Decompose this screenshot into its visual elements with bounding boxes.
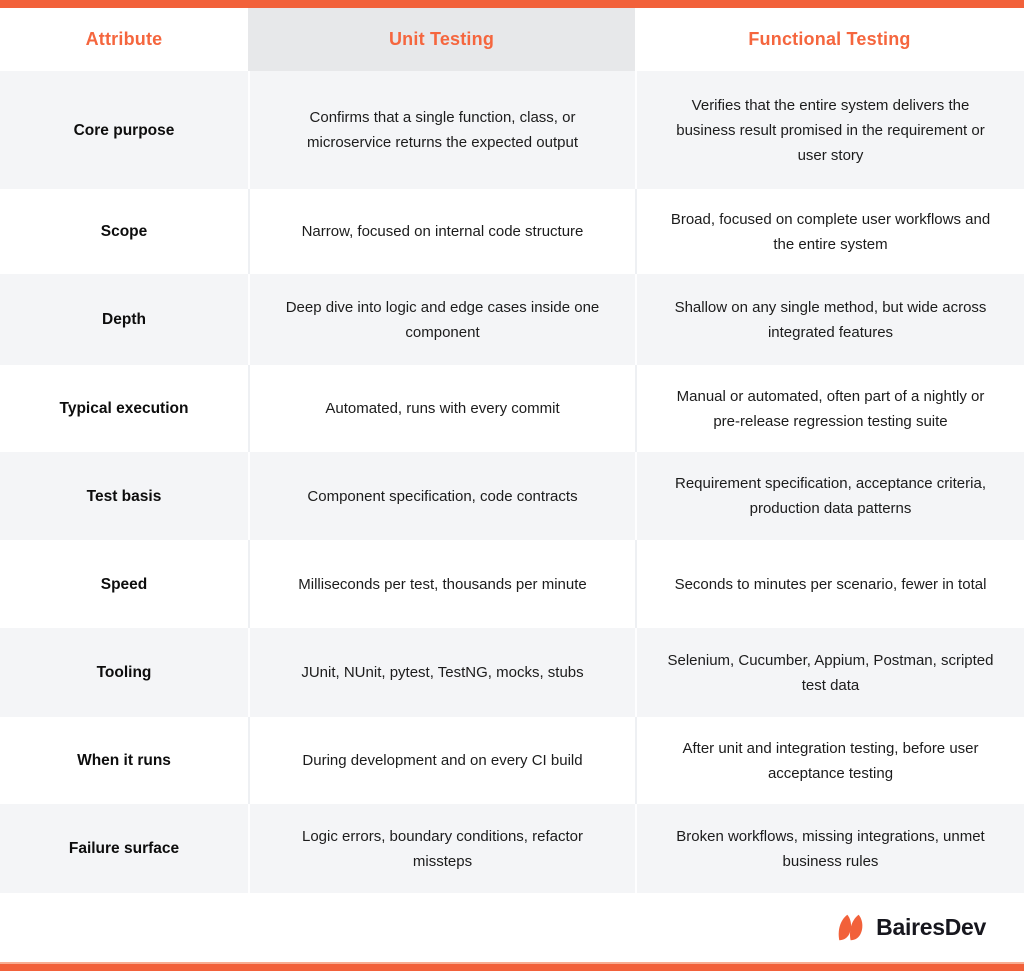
comparison-table [0,8,1024,893]
attribute-label-cell [0,189,248,274]
table-row [0,274,1024,365]
attribute-label-cell [0,274,248,365]
attribute-label: When it runs [77,752,171,769]
functional-testing-cell [635,540,1024,628]
functional-testing-value: Requirement specification, acceptance criteria, production data patterns [675,475,986,517]
unit-testing-cell [248,365,635,452]
attribute-label-cell [0,540,248,628]
unit-testing-cell [248,274,635,365]
functional-testing-value: Manual or automated, often part of a nightly or pre-release regression testing suite [676,387,985,430]
unit-testing-cell [248,804,635,893]
unit-testing-value: Component specification, code contracts [307,487,578,505]
functional-testing-cell [635,189,1024,274]
top-accent-bar [0,0,1024,8]
attribute-label-cell [0,71,248,189]
unit-testing-cell [248,71,635,189]
unit-testing-cell [248,189,635,274]
functional-testing-cell [635,804,1024,893]
table-row [0,365,1024,452]
unit-testing-value: JUnit, NUnit, pytest, TestNG, mocks, stubs [301,664,584,681]
unit-testing-value: Deep dive into logic and edge cases inside one component [285,298,600,341]
header-label-functional-testing: Functional Testing [748,29,911,49]
attribute-label-cell [0,717,248,804]
attribute-label: Scope [100,223,148,240]
table-row [0,717,1024,804]
bairesdev-petals-icon [836,913,868,942]
footer [0,893,1024,962]
table-row [0,804,1024,893]
attribute-label-cell [0,452,248,540]
unit-testing-value: Milliseconds per test, thousands per minute [298,575,587,593]
table-row [0,71,1024,189]
functional-testing-value: Broad, focused on complete user workflows and the entire system [670,210,991,253]
unit-testing-cell [248,628,635,717]
attribute-label-cell [0,804,248,893]
attribute-label: Tooling [96,664,152,681]
unit-testing-value: Automated, runs with every commit [325,400,560,417]
brand-name: BairesDev [876,914,986,940]
functional-testing-value: Verifies that the entire system delivers the business result promised in the requirement or user story [676,96,985,164]
attribute-label: Depth [102,311,146,328]
table-header-row [0,8,1024,71]
header-cell-unit-testing [248,8,635,71]
unit-testing-cell [248,452,635,540]
functional-testing-value: Broken workflows, missing integrations, unmet business rules [676,827,985,870]
comparison-table-body [0,71,1024,893]
brand-logo [836,913,986,942]
functional-testing-cell [635,365,1024,452]
unit-testing-value: During development and on every CI build [302,752,583,769]
bottom-accent-bar [0,962,1024,971]
unit-testing-value: Narrow, focused on internal code structure [301,223,584,240]
functional-testing-cell [635,717,1024,804]
unit-testing-cell [248,717,635,804]
functional-testing-value: After unit and integration testing, before user acceptance testing [682,739,979,782]
attribute-label-cell [0,628,248,717]
attribute-label: Typical execution [59,400,189,417]
header-label-attribute: Attribute [85,29,163,49]
attribute-label: Test basis [86,487,162,505]
attribute-label: Failure surface [68,840,180,857]
functional-testing-cell [635,274,1024,365]
functional-testing-cell [635,452,1024,540]
functional-testing-value: Shallow on any single method, but wide across integrated features [674,298,987,341]
functional-testing-value: Seconds to minutes per scenario, fewer in total [674,575,987,593]
table-row [0,452,1024,540]
attribute-label: Speed [100,575,148,593]
unit-testing-cell [248,540,635,628]
header-cell-attribute [0,8,248,71]
functional-testing-value: Selenium, Cucumber, Appium, Postman, scripted test data [667,651,994,694]
table-row [0,540,1024,628]
table-row [0,189,1024,274]
table-row [0,628,1024,717]
header-label-unit-testing: Unit Testing [388,29,495,49]
unit-testing-value: Confirms that a single function, class, or microservice returns the expected output [307,109,578,151]
header-cell-functional-testing [635,8,1024,71]
unit-testing-value: Logic errors, boundary conditions, refactor missteps [302,827,583,870]
functional-testing-cell [635,628,1024,717]
functional-testing-cell [635,71,1024,189]
attribute-label: Core purpose [73,121,175,139]
attribute-label-cell [0,365,248,452]
